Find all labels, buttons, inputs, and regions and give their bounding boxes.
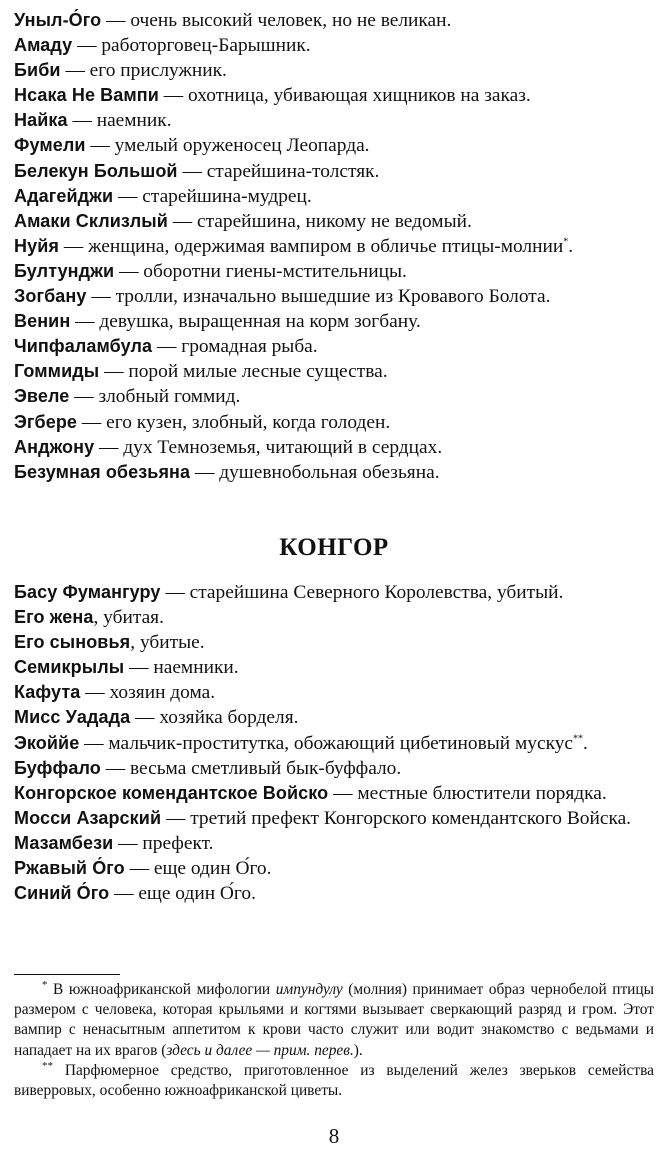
punctuation: . [568,235,574,257]
list-item [14,655,654,680]
character-name: Найка [14,110,68,131]
character-description: — дух Темноземья, читающий в сердцах. [94,436,443,458]
character-description: — девушка, выращенная на корм зогбану. [70,311,421,333]
character-name: Семикрылы [14,657,125,678]
footnote-mark: * [42,978,48,991]
character-description: — очень высокий человек, но не великан. [101,10,452,31]
list-item [14,83,654,108]
character-name: Амаду [14,35,73,56]
footnote-2: ** Парфюмерное средство, приготовленное из выделений желез зверьков семейства виверровых, особенно южноафриканской циветы. [14,1059,654,1100]
character-description: — его прислужник. [60,60,227,82]
list-item [14,259,654,284]
character-name: Анджону [14,436,95,457]
footnote-divider [14,974,120,975]
character-description: — охотница, убивающая хищников на заказ. [158,85,531,107]
character-name: Венин [14,311,71,332]
character-name: Белекун Большой [14,160,178,181]
character-name: Фумели [14,135,86,156]
list-item [14,881,654,906]
character-name: Чипфаламбула [14,336,153,357]
character-name: Бултунджи [14,260,115,281]
character-description: — умелый оруженосец Леопарда. [85,135,370,157]
character-description: — злобный гоммид. [69,386,241,408]
character-list [14,8,654,485]
character-name: Его сыновья [14,632,131,653]
character-description: — местные блюстители порядка. [328,782,607,804]
list-item [14,184,654,209]
list-item [14,284,654,309]
character-description: — наемник. [67,110,172,132]
character-name: Нуйя [14,235,59,256]
character-description: — весьма сметливый бык-буффало. [100,757,402,779]
character-name: Мазамбези [14,832,114,853]
list-item [14,580,654,605]
character-description: — старейшина-мудрец. [113,185,312,207]
character-description: — порой милые лесные существа. [99,361,388,383]
character-name: Синий О́го [14,883,110,904]
character-description: — громадная рыба. [152,336,318,358]
list-item [14,234,654,259]
character-name: Адагейджи [14,185,114,206]
list-item [14,108,654,133]
character-description: — старейшина, никому не ведомый. [167,210,472,232]
footnote-ref[interactable]: ** [573,733,584,745]
list-item [14,159,654,184]
list-item [14,359,654,384]
list-item [14,605,654,630]
character-description: — мальчик-проститутка, обожающий цибетиновый мускус [79,732,574,754]
character-description: — старейшина Северного Королевства, убитый. [160,582,564,603]
character-name: Гоммиды [14,361,100,382]
character-name: Экоййе [14,732,80,753]
character-description: — тролли, изначально вышедшие из Кровавого Болота. [86,286,551,308]
list-item [14,630,654,655]
kongor-character-list [14,580,654,906]
character-name: Безумная обезьяна [14,461,191,482]
character-description: — еще один О́го. [109,883,256,905]
character-description: — третий префект Конгорского комендантского Войска. [161,807,632,829]
character-name: Мисс Уадада [14,707,131,728]
list-item [14,33,654,58]
list-item [14,460,654,485]
translator-note: здесь и далее — прим. перев. [166,1041,354,1059]
list-item [14,781,654,806]
list-item [14,133,654,158]
character-name: Уныл-О́го [14,10,102,30]
character-description: — хозяин дома. [80,682,216,704]
footnote-mark: ** [42,1059,53,1072]
character-name: Эвеле [14,386,70,407]
character-name: Зогбану [14,286,87,307]
list-item [14,705,654,730]
list-item [14,680,654,705]
list-item [14,756,654,781]
list-item [14,334,654,359]
character-name: Нсака Не Вампи [14,85,159,106]
character-name: Буффало [14,757,101,778]
character-name: Амаки Склизлый [14,210,168,231]
character-name: Биби [14,60,61,81]
list-item [14,856,654,881]
character-name: Басу Фумангуру [14,582,161,602]
character-description: — работорговец-Барышник. [72,35,311,57]
list-item [14,8,654,33]
list-item [14,384,654,409]
character-description: — еще один О́го. [124,858,272,880]
character-name: Кафута [14,682,81,703]
punctuation: . [583,732,588,754]
character-name: Ржавый О́го [14,858,125,879]
character-description: — оборотни гиены-мстительницы. [114,260,407,282]
character-description: — наемники. [124,657,239,679]
character-description: — старейшина-толстяк. [177,160,380,182]
character-description: — хозяйка борделя. [130,707,299,729]
character-description: , убитая. [93,607,164,629]
footnote-1: * В южноафриканской мифологии импундулу (молния) принимает образ чернобелой птицы размером с человека, которая крыльями и когтями вызывает сверкающий разряд и гром. Этот вампир с ненасытным аппетитом к крови часто служит или водит знакомство с ведьмами и нападает на их врагов (здесь и далее — прим. перев.). [14,978,654,1059]
character-name: Конгорское комендантское Войско [14,782,329,803]
character-description: — его кузен, злобный, когда голоден. [77,411,391,433]
character-description: , убитые. [130,632,205,654]
character-description: — женщина, одержимая вампиром в обличье птицы-молнии [58,235,564,257]
list-item [14,806,654,831]
page-number: 8 [328,1124,340,1148]
character-name: Мосси Азарский [14,807,162,828]
list-item [14,731,654,756]
character-name: Его жена [14,607,94,628]
character-description: — душевнобольная обезьяна. [190,461,440,483]
list-item [14,831,654,856]
list-item [14,209,654,234]
list-item [14,58,654,83]
italic-term: импундулу [275,981,343,998]
character-description: — префект. [113,832,214,854]
list-item [14,435,654,460]
footnote-ref[interactable]: * [563,236,569,248]
footnotes [14,980,654,1101]
section-title: КОНГОР [279,534,389,561]
list-item [14,309,654,334]
character-name: Эгбере [14,411,78,432]
list-item [14,410,654,435]
